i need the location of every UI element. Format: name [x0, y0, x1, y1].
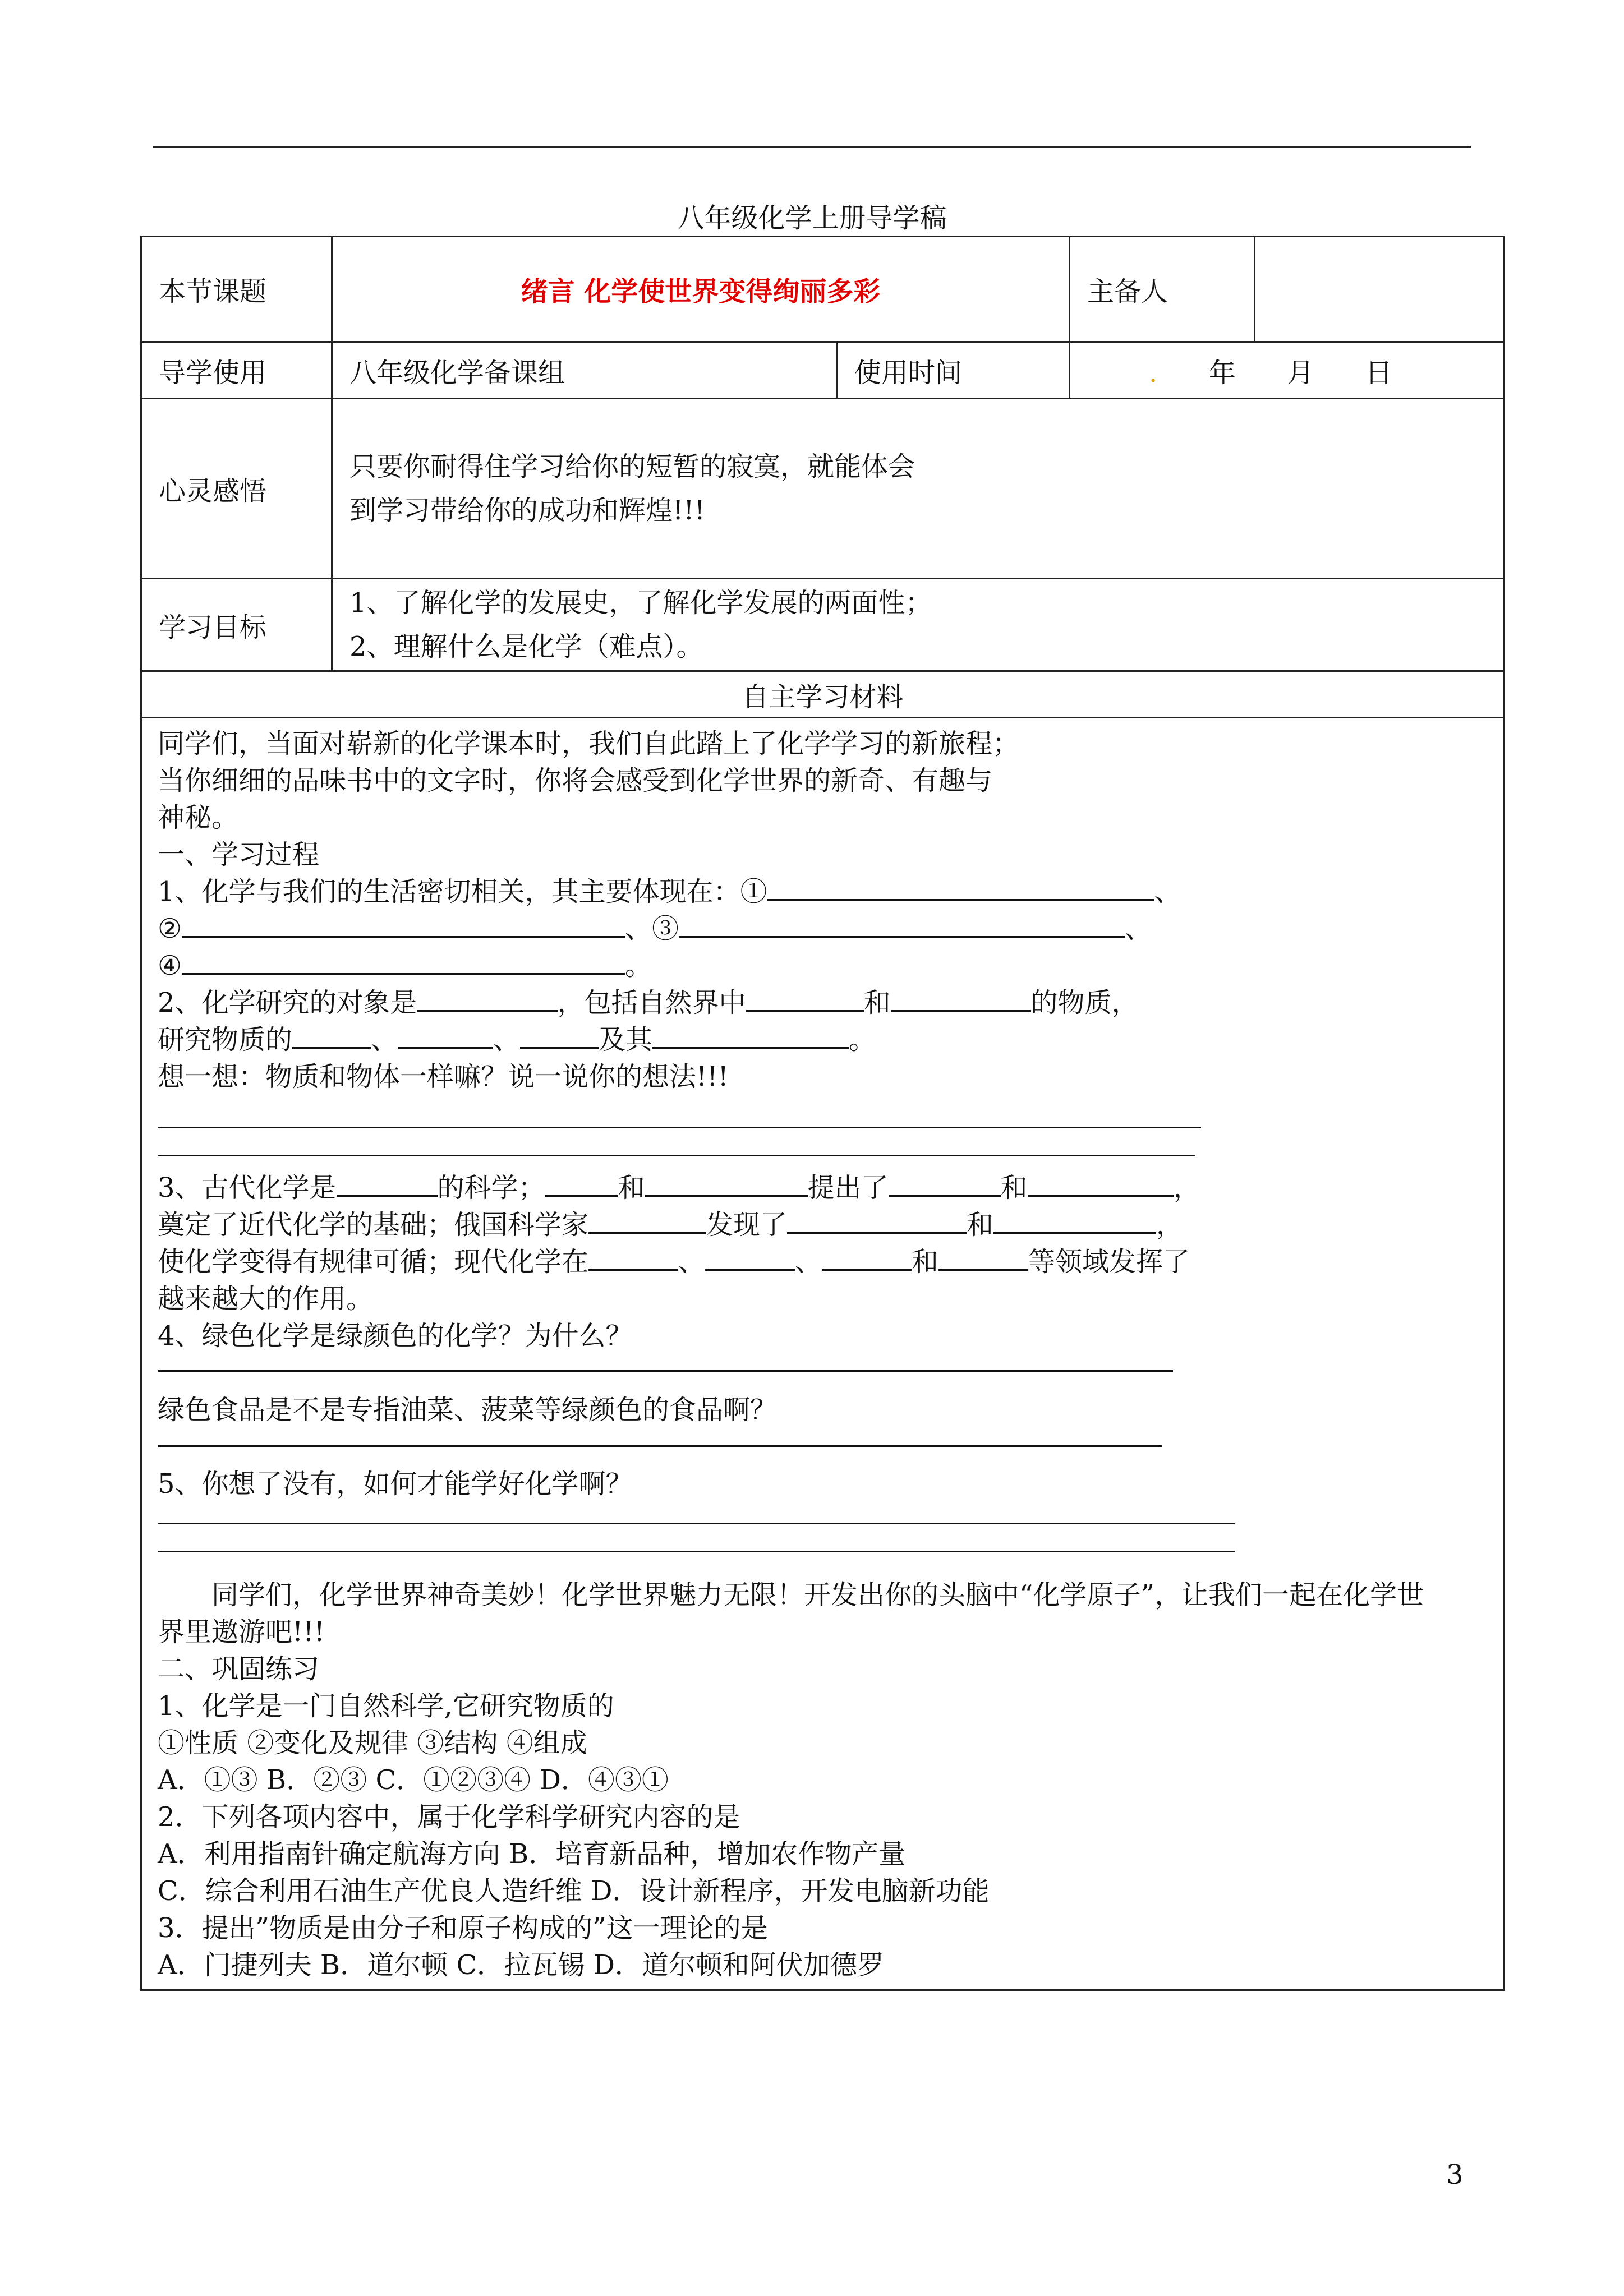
motto-label: 心灵感悟 — [141, 399, 332, 579]
usage-label: 导学使用 — [141, 342, 332, 399]
answer-blank[interactable] — [545, 1170, 618, 1197]
question-3-cont: 使化学变得有规律可循；现代化学在 、 、 和 等领域发挥了 — [158, 1243, 1488, 1280]
exercise-2-choices: A．利用指南针确定航海方向 B．培育新品种，增加农作物产量 — [158, 1838, 906, 1870]
answer-blank[interactable] — [337, 1170, 438, 1197]
question-3-end: 越来越大的作用。 — [158, 1283, 374, 1315]
intro-text: 神秘。 — [158, 802, 239, 833]
closing-text: 界里遨游吧!!! — [158, 1616, 325, 1648]
exercise-2: 2．下列各项内容中，属于化学科学研究内容的是 — [158, 1801, 740, 1833]
answer-blank[interactable] — [891, 985, 1031, 1012]
goals-text — [332, 579, 1505, 671]
answer-blank[interactable] — [417, 985, 558, 1012]
question-5: 5、你想了没有，如何才能学好化学啊？ — [158, 1468, 633, 1500]
section-title: 一、学习过程 — [158, 839, 320, 870]
topic-label: 本节课题 — [141, 237, 332, 342]
question-1-cont: ② 、③ 、 — [158, 910, 1488, 947]
answer-blank[interactable] — [182, 911, 625, 938]
motto-line: 只要你耐得住学习给你的短暂的寂寞，就能体会 — [349, 451, 915, 482]
lesson-title: 绪言 化学使世界变得绚丽多彩 — [332, 237, 1070, 342]
exercise-3-choices: A．门捷列夫 B．道尔顿 C．拉瓦锡 D．道尔顿和阿伏加德罗 — [158, 1949, 884, 1981]
materials-header: 自主学习材料 — [141, 671, 1505, 718]
answer-line[interactable] — [158, 1095, 1488, 1132]
motto-line: 到学习带给你的成功和辉煌!!! — [349, 495, 705, 526]
goal-item: 2、理解什么是化学（难点）。 — [349, 631, 703, 662]
date-text: 年 月 日 — [1208, 357, 1392, 389]
answer-blank[interactable] — [652, 1022, 849, 1049]
question-3-cont: 奠定了近代化学的基础；俄国科学家 发现了 和 ， — [158, 1206, 1488, 1243]
answer-blank[interactable] — [182, 948, 625, 975]
preparer-value — [1255, 237, 1505, 342]
answer-blank[interactable] — [588, 1207, 706, 1234]
intro-text: 同学们，当面对崭新的化学课本时，我们自此踏上了化学学习的新旅程； — [158, 728, 1020, 759]
motto-text — [332, 399, 1505, 579]
answer-blank[interactable] — [1028, 1170, 1174, 1197]
answer-line[interactable] — [158, 1428, 1488, 1465]
section-title: 二、巩固练习 — [158, 1653, 320, 1685]
time-label: 使用时间 — [837, 342, 1070, 399]
answer-blank[interactable] — [889, 1170, 1001, 1197]
exercise-3: 3．提出”物质是由分子和原子构成的”这一理论的是 — [158, 1912, 768, 1944]
exercise-1-items: ①性质 ②变化及规律 ③结构 ④组成 — [158, 1727, 587, 1759]
answer-blank[interactable] — [822, 1244, 912, 1271]
document-title: 八年级化学上册导学稿 — [677, 202, 947, 234]
study-material-content — [141, 718, 1505, 1990]
answer-line[interactable] — [158, 1502, 1488, 1539]
answer-line[interactable] — [158, 1132, 1488, 1169]
exercise-2-choices: C．综合利用石油生产优良人造纤维 D．设计新程序，开发电脑新功能 — [158, 1875, 990, 1907]
answer-blank[interactable] — [938, 1244, 1028, 1271]
exercise-1: 1、化学是一门自然科学,它研究物质的 — [158, 1690, 614, 1722]
study-guide-table — [140, 236, 1505, 1991]
preparer-label: 主备人 — [1070, 237, 1255, 342]
answer-blank[interactable] — [292, 1022, 371, 1049]
question-2: 2、化学研究的对象是 ，包括自然界中 和 的物质， — [158, 984, 1488, 1021]
header-rule — [153, 146, 1471, 148]
question-3: 3、古代化学是 的科学； 和 提出了 和 ， — [158, 1169, 1488, 1206]
question-2-cont: 研究物质的 、 、 及其 。 — [158, 1021, 1488, 1058]
exercise-1-choices: A．①③ B．②③ C．①②③④ D．④③① — [158, 1764, 669, 1796]
answer-blank[interactable] — [645, 1170, 808, 1197]
answer-blank[interactable] — [767, 874, 1154, 901]
closing-text: 同学们，化学世界神奇美妙！化学世界魅力无限！开发出你的头脑中“化学原子”，让我们一起在化学世 — [211, 1579, 1424, 1611]
answer-blank[interactable] — [679, 911, 1125, 938]
question-4: 4、绿色化学是绿颜色的化学？为什么？ — [158, 1320, 633, 1352]
answer-line[interactable] — [158, 1354, 1488, 1391]
question-4b: 绿色食品是不是专指油菜、菠菜等绿颜色的食品啊？ — [158, 1394, 778, 1426]
goals-label: 学习目标 — [141, 579, 332, 671]
page-number: 3 — [1446, 2159, 1464, 2191]
answer-blank[interactable] — [746, 985, 864, 1012]
answer-blank[interactable] — [588, 1244, 678, 1271]
answer-blank[interactable] — [993, 1207, 1156, 1234]
answer-line[interactable] — [158, 1539, 1488, 1576]
question-1: 1、化学与我们的生活密切相关，其主要体现在：① 、 — [158, 873, 1488, 910]
date-value — [1070, 342, 1505, 399]
usage-value: 八年级化学备课组 — [332, 342, 837, 399]
intro-text: 当你细细的品味书中的文字时，你将会感受到化学世界的新奇、有趣与 — [158, 765, 993, 796]
question-1-cont: ④ 。 — [158, 947, 1488, 984]
answer-blank[interactable] — [398, 1022, 493, 1049]
goal-item: 1、了解化学的发展史，了解化学发展的两面性； — [349, 587, 932, 619]
stray-dot: . — [1149, 357, 1158, 389]
answer-blank[interactable] — [705, 1244, 795, 1271]
think-prompt: 想一想：物质和物体一样嘛？说一说你的想法!!! — [158, 1061, 729, 1092]
answer-blank[interactable] — [787, 1207, 967, 1234]
answer-blank[interactable] — [520, 1022, 599, 1049]
